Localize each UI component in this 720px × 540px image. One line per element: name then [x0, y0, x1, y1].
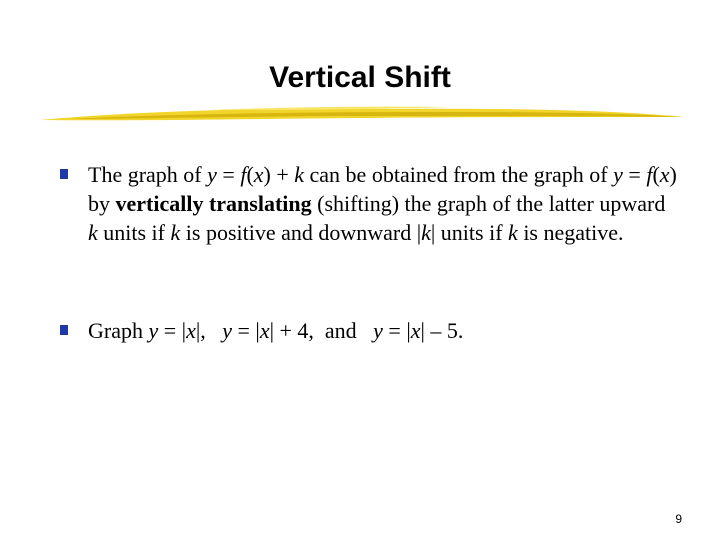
bullet-text: The graph of y = f(x) + k can be obtained from the graph of y = f(x) by vertically translating (shifting) the graph of the latter upward k units if k is positive and downward |k| units if k is negative.	[88, 162, 677, 245]
bullet-item-graph-examples	[60, 316, 680, 345]
bullet-text: Graph y = |x|, y = |x| + 4, and y = |x| – 5.	[88, 318, 464, 343]
bullet-item-vertical-shift-definition	[60, 160, 680, 247]
slide-title: Vertical Shift	[269, 61, 451, 94]
page-number: 9	[675, 512, 682, 526]
square-bullet-icon	[60, 169, 68, 179]
square-bullet-icon	[60, 325, 68, 335]
title-underline-stroke	[30, 100, 690, 130]
